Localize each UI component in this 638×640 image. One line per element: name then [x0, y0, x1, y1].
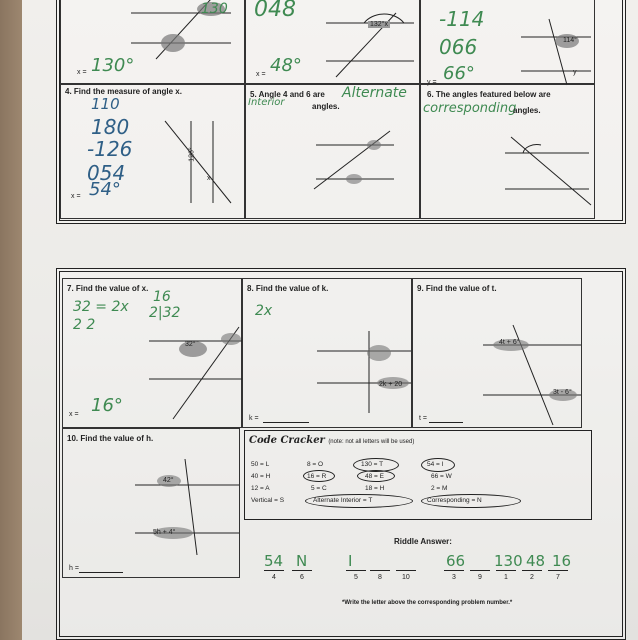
problem-10-diagram: [63, 429, 241, 579]
problem-8-diagram: [243, 279, 413, 429]
code-item-1: 50 = L: [251, 461, 270, 468]
problem-1-angle-label: 130: [201, 1, 228, 17]
problem-7-cell: [62, 278, 242, 428]
problem-1-cell: [60, 0, 245, 84]
problem-6-diagram: [421, 85, 596, 220]
problem-2-angle-label: 132°x: [370, 21, 388, 28]
problem-6-prompt-start: 6. The angles featured below are: [427, 90, 551, 99]
code-cracker-note: (note: not all letters will be used): [328, 439, 415, 445]
code-item-13: 66 = W: [431, 473, 452, 480]
problem-9-angle-label-bottom: 3t - 6°: [553, 389, 572, 396]
code-circle-6: [303, 470, 335, 482]
problem-4-x-label: x: [207, 175, 211, 182]
riddle-blank-2: [292, 570, 312, 571]
problem-9-angle-label-top: 4t + 6°: [499, 339, 520, 346]
problem-4-work-1: 110: [91, 95, 120, 113]
problem-5-answer-top: Alternate: [342, 85, 407, 101]
problem-10-angle-label-bottom: 5h + 4°: [153, 529, 176, 536]
problem-9-prompt: 9. Find the value of t.: [417, 284, 497, 293]
code-circle-9: [357, 470, 395, 482]
riddle-num-8: 1: [504, 574, 508, 581]
problem-4-work-2: 180: [91, 115, 130, 139]
code-item-15: Corresponding = N: [427, 497, 482, 504]
problem-3-angle-label: 114°: [563, 37, 577, 44]
problem-6-answer: corresponding: [423, 101, 517, 116]
answer-4-value: 54°: [89, 179, 121, 200]
riddle-blank-5: [396, 570, 416, 571]
answer-2-prefix: x =: [256, 71, 266, 78]
problem-8-angle-label: 2k + 20: [379, 381, 403, 388]
riddle-num-3: 5: [354, 574, 358, 581]
answer-7-prefix: x =: [69, 411, 79, 418]
problem-5-prompt-start: 5. Angle 4 and 6 are: [250, 90, 325, 99]
code-circle-12: [421, 458, 455, 472]
answer-4-prefix: x =: [71, 193, 81, 200]
code-item-7: 5 = C: [311, 485, 327, 492]
answer-3-prefix: y =: [427, 79, 437, 86]
code-cracker-title: Code Cracker (note: not all letters will be used): [249, 435, 415, 446]
answer-9-blank: [429, 422, 463, 423]
top-problems-box: [56, 0, 626, 224]
problem-4-prompt: 4. Find the measure of angle x.: [65, 87, 182, 96]
riddle-letter-2: N: [296, 552, 308, 570]
answer-1-value: 130°: [91, 55, 135, 76]
problem-6-prompt-end: angles.: [513, 106, 541, 115]
problem-3-work-2: 066: [439, 35, 478, 59]
problem-2-cell: [245, 0, 420, 84]
code-item-6: 16 = R: [307, 473, 327, 480]
code-circle-15: [421, 494, 521, 508]
riddle-blank-6: [444, 570, 464, 571]
code-item-5: 8 = O: [307, 461, 324, 468]
riddle-letter-1: 54: [264, 552, 284, 570]
riddle-num-5: 10: [402, 574, 410, 581]
problem-7-diagram: [63, 279, 243, 429]
answer-8-blank: [263, 422, 309, 423]
problem-3-work-1: -114: [439, 7, 485, 31]
riddle-num-10: 7: [556, 574, 560, 581]
problem-8-prompt: 8. Find the value of k.: [247, 284, 329, 293]
riddle-letter-4: 66: [446, 552, 466, 570]
answer-10-blank: [79, 572, 123, 573]
riddle-footer-note: *Write the letter above the corresponding problem number.*: [342, 600, 513, 606]
bottom-problems-box: [56, 268, 626, 640]
riddle-blank-1: [264, 570, 284, 571]
problem-9-cell: [412, 278, 582, 428]
problem-10-angle-label-top: 42°: [163, 477, 174, 484]
problem-3-y-label: y: [573, 69, 577, 76]
code-item-4: Vertical = S: [251, 497, 285, 504]
answer-10-prefix: h =: [69, 565, 79, 572]
problem-4-work-3: -126: [87, 137, 133, 161]
riddle-num-9: 2: [530, 574, 534, 581]
code-item-2: 40 = H: [251, 473, 271, 480]
problem-6-cell: [420, 84, 595, 219]
problem-7-prompt: 7. Find the value of x.: [67, 284, 149, 293]
riddle-num-2: 6: [300, 574, 304, 581]
code-item-3: 12 = A: [251, 485, 270, 492]
problem-8-cell: [242, 278, 412, 428]
problem-5-answer-bottom: Interior: [248, 97, 285, 108]
problem-7-work-3: 16: [153, 289, 171, 305]
riddle-letter-5: 130: [494, 552, 523, 570]
riddle-blank-8: [496, 570, 516, 571]
riddle-blank-10: [548, 570, 568, 571]
riddle-blank-9: [522, 570, 542, 571]
riddle-letter-7: 16: [552, 552, 572, 570]
answer-9-prefix: t =: [419, 415, 427, 422]
riddle-blank-4: [370, 570, 390, 571]
problem-5-diagram: [246, 85, 421, 220]
code-item-8: 130 = T: [361, 461, 384, 468]
problem-9-diagram: [413, 279, 583, 429]
riddle-blank-3: [346, 570, 366, 571]
answer-2-value: 48°: [270, 55, 302, 76]
problem-7-work-1: 32 = 2x: [73, 299, 129, 315]
riddle-title: Riddle Answer:: [394, 537, 452, 546]
riddle-letter-3: I: [348, 552, 353, 570]
code-circle-11: [305, 494, 413, 508]
answer-8-prefix: k =: [249, 415, 259, 422]
riddle-blank-7: [470, 570, 490, 571]
problem-10-prompt: 10. Find the value of h.: [67, 434, 154, 443]
code-item-12: 54 = I: [427, 461, 444, 468]
problem-3-cell: [420, 0, 595, 84]
problem-4-angle-label: 126°: [188, 147, 196, 162]
code-item-11: Alternate Interior = T: [313, 497, 373, 504]
riddle-num-4: 8: [378, 574, 382, 581]
worksheet-paper: [22, 0, 638, 640]
riddle-num-6: 3: [452, 574, 456, 581]
riddle-num-7: 9: [478, 574, 482, 581]
problem-4-cell: [60, 84, 245, 219]
code-item-14: 2 = M: [431, 485, 448, 492]
problem-7-work-4: 2|32: [149, 305, 181, 321]
problem-7-work-2: 2 2: [73, 317, 96, 333]
code-item-10: 18 = H: [365, 485, 385, 492]
problem-4-work-4: 054: [87, 161, 126, 185]
problem-5-prompt-end: angles.: [312, 102, 340, 111]
problem-2-work: 048: [254, 0, 296, 22]
answer-7-value: 16°: [91, 395, 123, 416]
problem-7-angle-label: 32°: [185, 341, 196, 348]
problem-10-cell: [62, 428, 240, 578]
answer-3-value: 66°: [443, 63, 475, 84]
problem-5-cell: [245, 84, 420, 219]
code-item-9: 48 = E: [365, 473, 384, 480]
riddle-num-1: 4: [272, 574, 276, 581]
riddle-letter-6: 48: [526, 552, 546, 570]
problem-8-work: 2x: [255, 303, 273, 319]
answer-1-prefix: x =: [77, 69, 87, 76]
code-cracker-box: [244, 430, 592, 520]
